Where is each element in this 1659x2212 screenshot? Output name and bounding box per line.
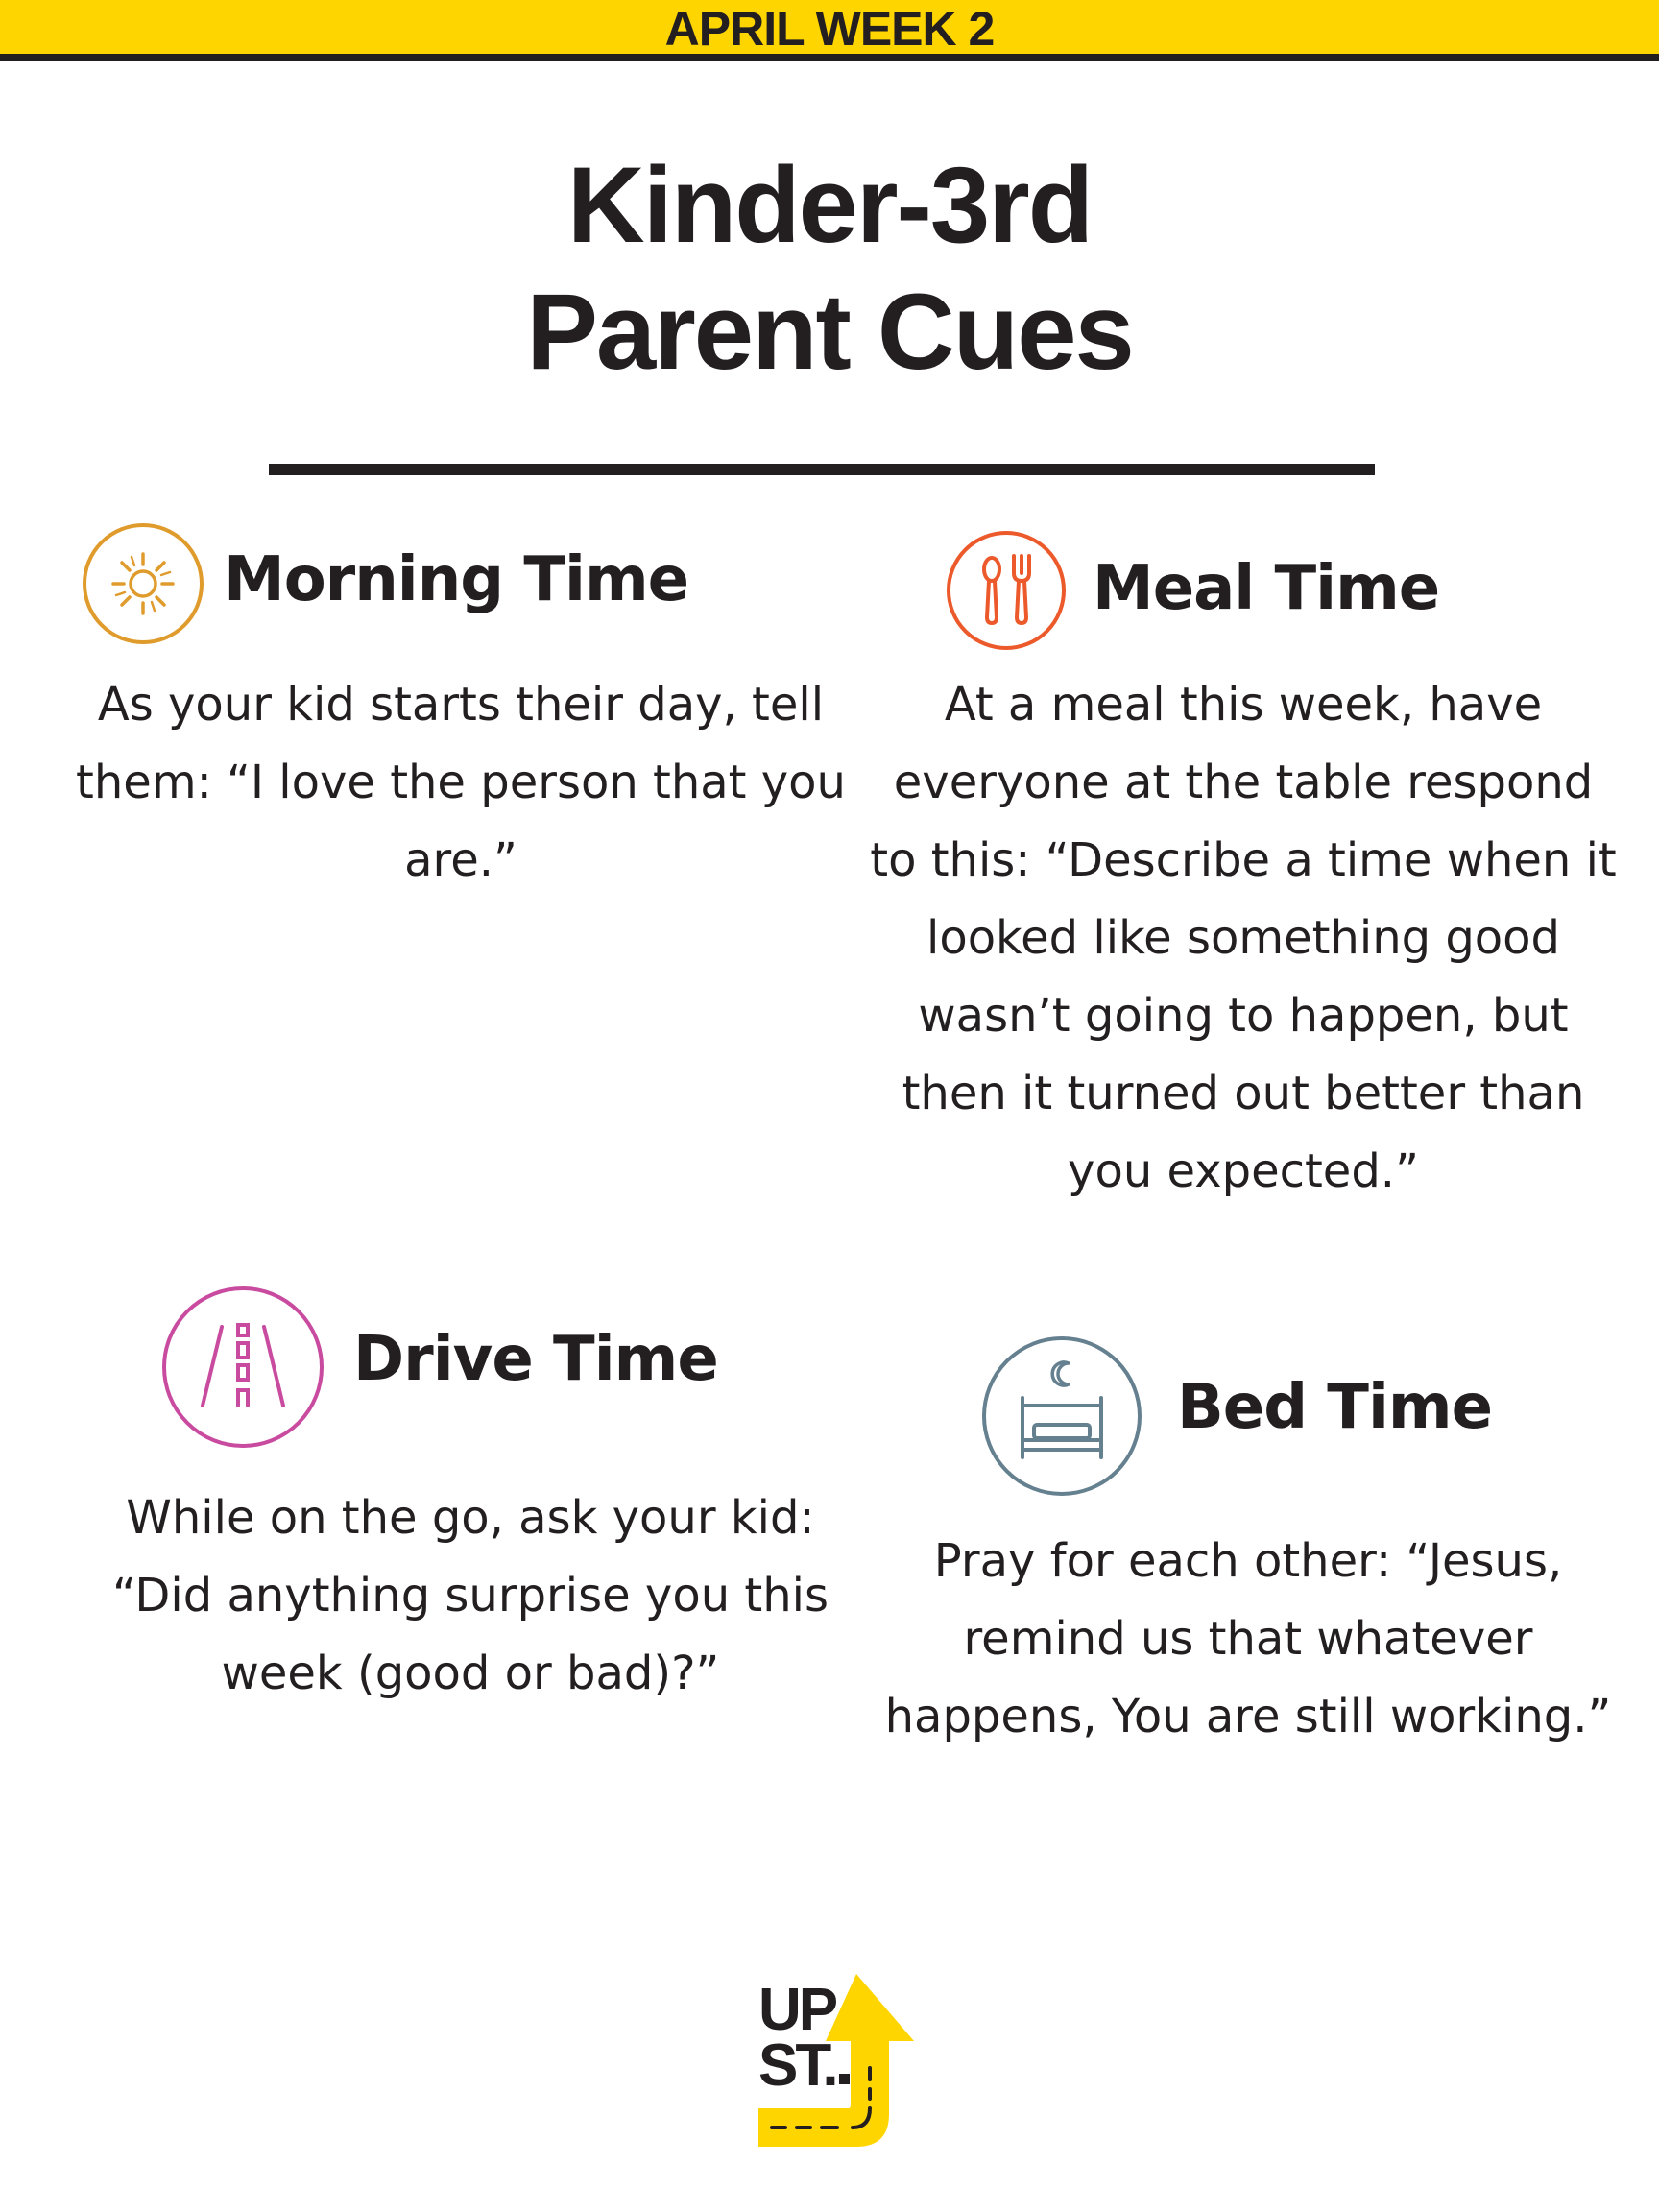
drive-time-heading: Drive Time <box>353 1324 718 1395</box>
sun-icon <box>81 521 205 646</box>
page-title <box>0 142 1659 396</box>
meal-time-heading: Meal Time <box>1093 553 1440 624</box>
morning-time-text: As your kid starts their day, tell them: “I love the person that you are.” <box>76 678 846 887</box>
utensils-icon <box>945 529 1068 652</box>
drive-time-text: While on the go, ask your kid: “Did anything surprise you this week (good or bad)?” <box>112 1491 829 1700</box>
bed-time-heading: Bed Time <box>1177 1372 1492 1443</box>
bed-time-text: Pray for each other: “Jesus, remind us that whatever happens, You are still working.” <box>884 1534 1612 1743</box>
meal-time-text: At a meal this week, have everyone at the table respond to this: “Describe a time when it looked like something good wasn’t going to happen, but then it turned out better than you expected.” <box>870 678 1617 1198</box>
page-title-line-1: Kinder-3rd <box>566 145 1093 265</box>
bed-moon-icon <box>980 1334 1143 1498</box>
top-banner <box>0 0 1659 61</box>
logo-text-up: UP <box>758 1977 836 2043</box>
page-title-line-2: Parent Cues <box>526 272 1133 392</box>
road-icon <box>160 1285 325 1450</box>
logo-text-st: ST. <box>758 2032 836 2099</box>
banner-label: APRIL WEEK 2 <box>664 2 995 56</box>
upstreet-logo <box>749 1970 937 2151</box>
morning-time-heading: Morning Time <box>224 544 689 615</box>
title-divider <box>269 464 1375 475</box>
